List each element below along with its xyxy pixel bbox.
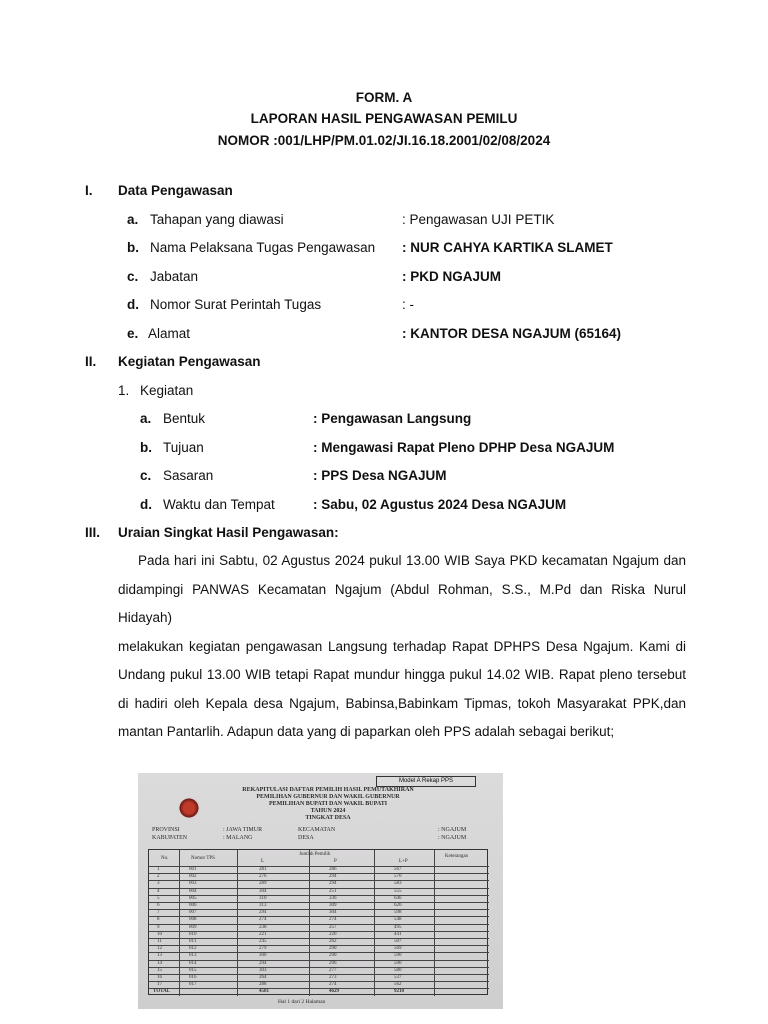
table-cell: 011	[189, 939, 197, 944]
photo-title	[208, 787, 448, 822]
table-cell: 313	[259, 903, 267, 908]
table-cell: 567	[394, 867, 402, 872]
table-cell: 646	[394, 895, 402, 901]
table-cell: 005	[189, 895, 197, 901]
table-cell: 620	[394, 903, 402, 908]
section-1-letter: e.	[127, 326, 139, 341]
section-2-label: Sasaran	[163, 468, 214, 483]
meta-value: : MALANG	[223, 835, 253, 841]
section-1-letter: d.	[127, 297, 139, 312]
section-1-title: Data Pengawasan	[118, 183, 233, 198]
section-2-value: : PPS Desa NGAJUM	[313, 468, 447, 483]
table-cell: 274	[329, 982, 337, 988]
recap-table-photo	[138, 773, 503, 1009]
table-cell: 004	[189, 888, 197, 894]
report-title: LAPORAN HASIL PENGAWASAN PEMILU	[250, 111, 518, 126]
table-cell: 304	[329, 910, 337, 916]
table-cell: 015	[189, 967, 197, 973]
section-1-letter: c.	[127, 269, 139, 284]
table-cell: 310	[259, 895, 267, 901]
table-cell: 238	[259, 924, 267, 930]
table-gridline	[149, 866, 489, 867]
table-cell: 288	[259, 982, 267, 988]
table-cell: 279	[259, 946, 267, 952]
table-cell: 262	[329, 939, 337, 944]
table-cell: 257	[329, 924, 337, 930]
table-cell: 016	[189, 975, 197, 980]
photo-title-line: REKAPITULASI DAFTAR PEMILIH HASIL PEMUTAKHIRAN	[242, 787, 414, 793]
table-cell: 251	[329, 888, 337, 894]
table-cell: 6	[157, 903, 160, 908]
table-header: Jumlah Pemilih	[299, 852, 331, 857]
table-header: P	[334, 859, 337, 864]
meta-label: DESA	[298, 835, 314, 841]
table-cell: 013	[189, 953, 197, 959]
section-2-label: Bentuk	[163, 411, 206, 426]
table-cell: 276	[259, 874, 267, 880]
table-cell: 010	[189, 931, 197, 937]
section-2-label: Tujuan	[163, 440, 204, 455]
table-cell: 590	[394, 953, 402, 959]
table-cell: 294	[259, 960, 267, 966]
table-cell: 294	[329, 874, 337, 880]
section-2-letter: a.	[140, 411, 152, 426]
table-cell: 286	[329, 867, 337, 872]
model-label: Model A Rekap PPS	[376, 776, 476, 787]
table-cell: 11	[157, 939, 162, 944]
table-cell: 001	[189, 867, 197, 872]
photo-footer: Hal 1 dari 2 Halaman	[278, 999, 326, 1005]
table-cell: 303	[259, 967, 267, 973]
section-1-label: Tahapan yang diawasi	[150, 212, 284, 227]
table-cell: 007	[189, 910, 197, 916]
section-3-title: Uraian Singkat Hasil Pengawasan:	[118, 525, 339, 540]
table-cell: 548	[394, 917, 402, 923]
photo-title-line: PEMILIHAN BUPATI DAN WAKIL BUPATI	[268, 801, 388, 807]
section-1-value: : Pengawasan UJI PETIK	[402, 212, 555, 227]
section-2-number: II.	[85, 354, 97, 369]
paragraph-line: Pada hari ini Sabtu, 02 Agustus 2024 pukul 13.00 WIB Saya PKD kecamatan Ngajum dan	[138, 553, 686, 568]
table-cell: 294	[259, 910, 267, 916]
table-cell: 583	[394, 881, 402, 887]
table-cell: 264	[259, 975, 267, 980]
table-cell: 17	[157, 982, 162, 988]
meta-label: KECAMATAN	[298, 827, 336, 833]
meta-label: PROVINSI	[152, 827, 180, 833]
table-cell: 15	[157, 967, 162, 973]
section-2-letter: d.	[140, 497, 152, 512]
photo-title-line: PEMILIHAN GUBERNUR DAN WAKIL GUBERNUR	[256, 794, 400, 800]
table-cell: 5	[157, 895, 160, 901]
form-label: FORM. A	[355, 90, 413, 105]
table-cell: 273	[329, 975, 337, 980]
table-cell: 274	[259, 917, 267, 923]
table-cell: 281	[259, 867, 267, 872]
section-1-letter: b.	[127, 240, 139, 255]
table-total-cell: 9210	[394, 989, 404, 995]
table-cell: 221	[259, 931, 267, 937]
table-cell: 570	[394, 874, 402, 880]
table-cell: 296	[329, 960, 337, 966]
table-cell: 277	[329, 967, 337, 973]
table-cell: 008	[189, 917, 197, 923]
table-cell: 580	[394, 967, 402, 973]
table-cell: 1	[157, 867, 160, 872]
table-total-cell: 4629	[329, 989, 339, 995]
table-cell: 4	[157, 888, 160, 894]
section-1-value: : NUR CAHYA KARTIKA SLAMET	[402, 240, 613, 255]
table-cell: 245	[259, 939, 267, 944]
table-cell: 220	[329, 931, 337, 937]
table-total-cell: TOTAL	[153, 989, 171, 995]
section-1-value: : -	[402, 297, 414, 312]
meta-value: : NGAJUM	[438, 827, 467, 833]
section-2-sub-title: Kegiatan	[140, 383, 194, 398]
table-header: No.	[161, 856, 169, 861]
table-cell: 16	[157, 975, 162, 980]
table-cell: 14	[157, 960, 162, 966]
table-cell: 274	[329, 917, 337, 923]
report-number: NOMOR :001/LHP/PM.01.02/JI.16.18.2001/02/08/2024	[217, 133, 551, 148]
section-2-label: Waktu dan Tempat	[163, 497, 275, 512]
photo-title-line: TINGKAT DESA	[305, 815, 351, 821]
table-cell: 598	[394, 910, 402, 916]
table-total-cell: 4581	[259, 989, 269, 995]
table-header: Keterangan	[445, 854, 469, 859]
section-1-number: I.	[85, 183, 93, 198]
kpu-logo-icon	[178, 797, 200, 819]
paragraph-line: didampingi PANWAS Kecamatan Ngajum (Abdul Rohman, S.S., M.Pd dan Riska Nurul Hidayah)	[118, 581, 686, 625]
table-cell: 009	[189, 924, 197, 930]
table-cell: 294	[329, 881, 337, 887]
table-cell: 290	[329, 946, 337, 952]
paragraph-line: di hadiri oleh Kepala desa Ngajum, Babinsa,Babinkam Tipmas, tokoh Masyarakat PPK,dan	[118, 695, 686, 711]
table-cell: 006	[189, 903, 197, 908]
table-cell: 537	[394, 975, 402, 980]
table-cell: 507	[394, 939, 402, 944]
table-cell: 9	[157, 924, 160, 930]
paragraph-line: melakukan kegiatan pengawasan Langsung terhadap Rapat DPHPS Desa Ngajum. Kami di	[118, 638, 686, 654]
table-cell: 012	[189, 946, 197, 952]
meta-value: : NGAJUM	[438, 835, 467, 841]
table-cell: 13	[157, 953, 162, 959]
table-cell: 014	[189, 960, 197, 966]
meta-value: : JAWA TIMUR	[223, 827, 263, 833]
table-cell: 7	[157, 910, 160, 916]
table-cell: 336	[329, 895, 337, 901]
paragraph-line: Undang pukul 13.00 WIB tetapi Rapat mundur hingga pukul 14.02 WIB. Rapat pleno tersebut	[118, 667, 686, 682]
table-cell: 3	[157, 881, 160, 887]
section-3-number: III.	[85, 525, 101, 540]
table-cell: 309	[329, 903, 337, 908]
table-cell: 003	[189, 881, 197, 887]
table-cell: 002	[189, 874, 197, 880]
table-cell: 290	[329, 953, 337, 959]
section-2-value: : Pengawasan Langsung	[313, 411, 472, 426]
table-header: Nomor TPS	[191, 856, 215, 861]
section-1-value: : PKD NGAJUM	[402, 269, 502, 284]
table-header: L	[261, 859, 265, 864]
section-2-value: : Sabu, 02 Agustus 2024 Desa NGAJUM	[313, 497, 567, 512]
photo-title-line: TAHUN 2024	[310, 808, 346, 814]
table-cell: 10	[157, 931, 162, 937]
table-cell: 300	[259, 953, 267, 959]
section-2-title: Kegiatan Pengawasan	[118, 354, 261, 369]
section-1-label: Nama Pelaksana Tugas Pengawasan	[150, 240, 376, 255]
meta-label: KABUPATEN	[152, 835, 188, 841]
table-header: L+P	[399, 859, 408, 864]
recap-table	[148, 849, 488, 995]
table-cell: 304	[259, 888, 267, 894]
section-1-label: Alamat	[148, 326, 191, 341]
section-1-letter: a.	[127, 212, 139, 227]
section-1-label: Nomor Surat Perintah Tugas	[150, 297, 322, 312]
paragraph-line: mantan Pantarlih. Adapun data yang di paparkan oleh PPS adalah sebagai berikut;	[118, 724, 615, 739]
section-2-sub-number: 1.	[118, 383, 130, 398]
section-2-value: : Mengawasi Rapat Pleno DPHP Desa NGAJUM	[313, 440, 615, 455]
table-cell: 495	[394, 924, 402, 930]
table-cell: 12	[157, 946, 162, 952]
section-2-letter: c.	[140, 468, 152, 483]
table-cell: 289	[259, 881, 267, 887]
table-cell: 8	[157, 917, 160, 923]
section-1-value: : KANTOR DESA NGAJUM (65164)	[402, 326, 622, 341]
table-cell: 441	[394, 931, 402, 937]
section-1-label: Jabatan	[150, 269, 199, 284]
table-cell: 017	[189, 982, 197, 988]
section-2-letter: b.	[140, 440, 152, 455]
table-cell: 555	[394, 888, 402, 894]
table-cell: 2	[157, 874, 160, 880]
summary-paragraph	[118, 547, 686, 747]
table-cell: 569	[394, 946, 402, 952]
table-cell: 590	[394, 960, 402, 966]
table-cell: 562	[394, 982, 402, 988]
